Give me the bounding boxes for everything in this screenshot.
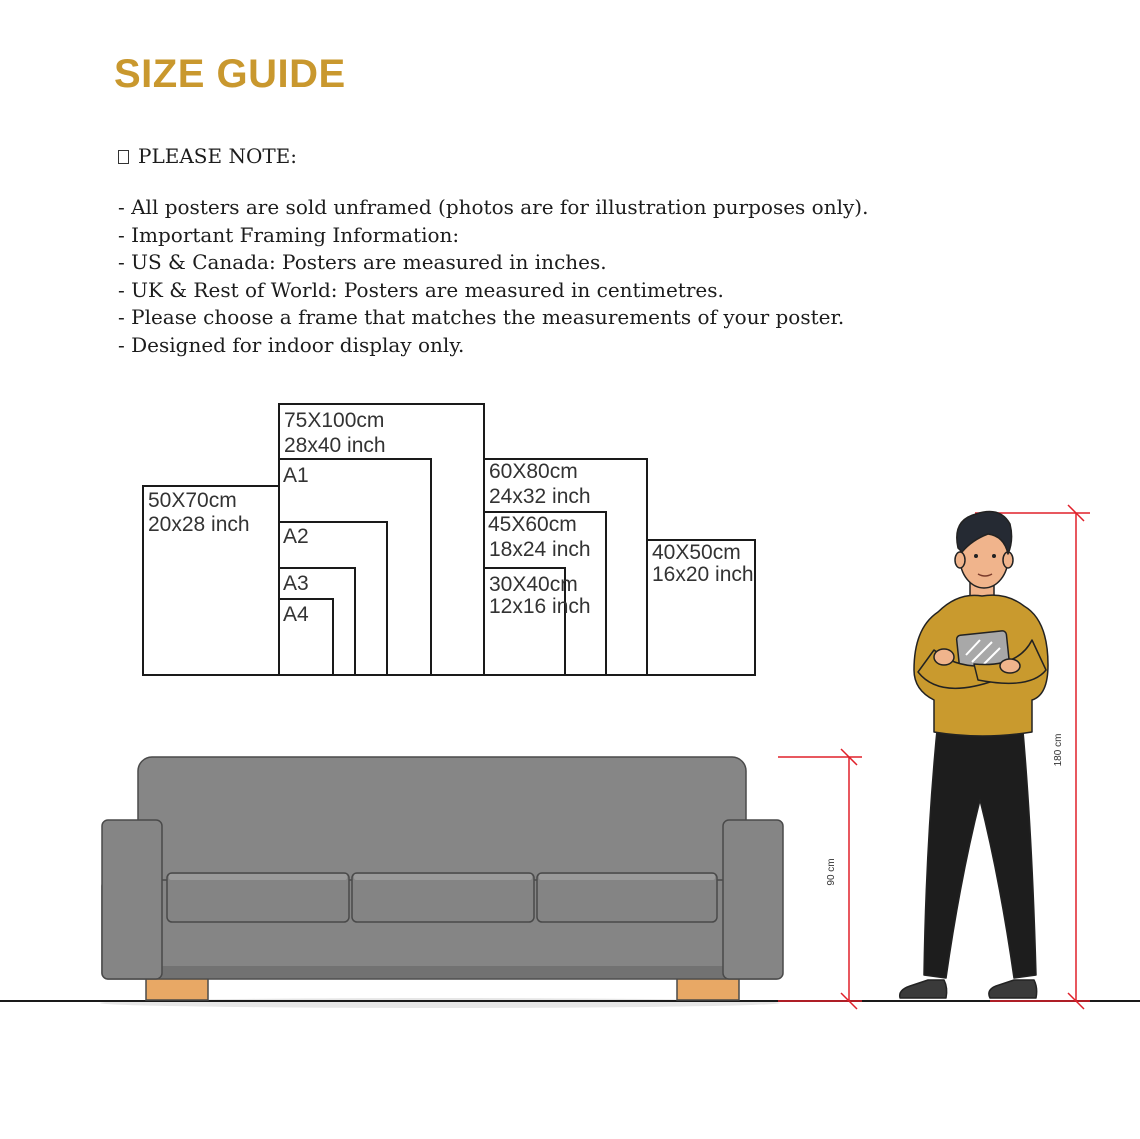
person-height-label: 180 cm bbox=[1053, 733, 1064, 767]
person-illustration bbox=[900, 512, 1048, 998]
label-30x40-inch: 12x16 inch bbox=[489, 595, 591, 618]
frame-outlines bbox=[143, 404, 755, 675]
sofa-leg-left bbox=[146, 978, 208, 1000]
note-item: - UK & Rest of World: Posters are measured in centimetres. bbox=[118, 277, 724, 302]
label-40x50-cm: 40X50cm bbox=[652, 541, 741, 564]
sofa-illustration bbox=[102, 757, 783, 1000]
sofa-height-measure bbox=[778, 749, 862, 1009]
sofa-base-shade bbox=[104, 966, 780, 978]
sofa-height-label: 90 cm bbox=[826, 858, 837, 886]
sofa-cushion bbox=[352, 873, 534, 922]
sofa-back bbox=[138, 757, 746, 887]
label-45x60-inch: 18x24 inch bbox=[489, 538, 591, 561]
page-title: SIZE GUIDE bbox=[114, 52, 346, 96]
eye-right bbox=[992, 554, 996, 558]
note-item: - All posters are sold unframed (photos are for illustration purposes only). bbox=[118, 195, 869, 219]
note-heading-text: PLEASE NOTE: bbox=[138, 144, 298, 168]
sofa-leg-right bbox=[677, 978, 739, 1000]
hand-left bbox=[934, 649, 954, 665]
trousers bbox=[924, 720, 1036, 978]
note-item: - Designed for indoor display only. bbox=[118, 332, 465, 357]
sofa-cushion-highlight bbox=[169, 874, 347, 880]
note-item: - US & Canada: Posters are measured in inches. bbox=[118, 250, 607, 275]
label-30x40-cm: 30X40cm bbox=[489, 573, 578, 596]
sofa-arm-left bbox=[102, 820, 162, 979]
note-item: - Please choose a frame that matches the measurements of your poster. bbox=[118, 305, 845, 330]
sofa-cushion-highlight bbox=[354, 874, 532, 880]
label-75x100-cm: 75X100cm bbox=[284, 409, 385, 432]
label-75x100-inch: 28x40 inch bbox=[284, 434, 386, 457]
note-item: - Important Framing Information: bbox=[118, 222, 460, 247]
shoe-right bbox=[989, 980, 1037, 998]
label-a4: A4 bbox=[283, 603, 309, 626]
label-a3: A3 bbox=[283, 572, 309, 595]
shoe-left bbox=[900, 980, 947, 998]
label-50x70-cm: 50X70cm bbox=[148, 489, 237, 512]
sofa-cushion-highlight bbox=[539, 874, 715, 880]
hand-right bbox=[1000, 659, 1020, 673]
sofa-cushion bbox=[167, 873, 349, 922]
sofa-arm-right bbox=[723, 820, 783, 979]
label-60x80-cm: 60X80cm bbox=[489, 460, 578, 483]
label-45x60-cm: 45X60cm bbox=[488, 513, 577, 536]
label-a2: A2 bbox=[283, 525, 309, 548]
eye-left bbox=[974, 554, 978, 558]
label-40x50-inch: 16x20 inch bbox=[652, 563, 754, 586]
ear-left bbox=[955, 552, 965, 568]
label-60x80-inch: 24x32 inch bbox=[489, 485, 591, 508]
label-a1: A1 bbox=[283, 464, 309, 487]
sofa-cushion bbox=[537, 873, 717, 922]
label-50x70-inch: 20x28 inch bbox=[148, 513, 250, 536]
